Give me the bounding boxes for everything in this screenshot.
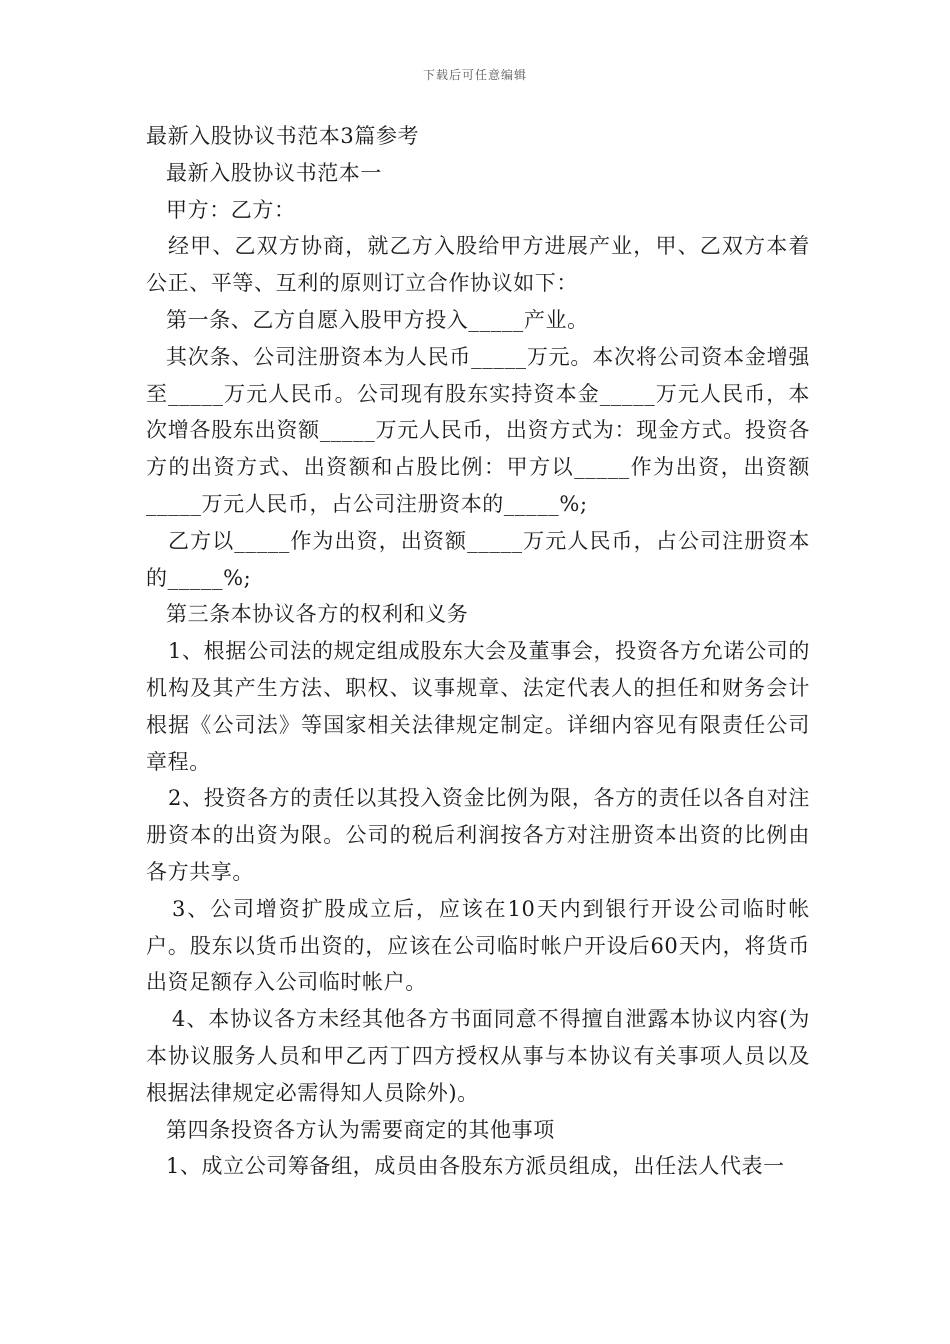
article-two: 其次条、公司注册资本为人民币_____万元。本次将公司资本金增强至_____万元人民币。公司现有股东实持资本金_____万元人民币，本次增各股东出资额_____万元人民币，出资方式为：现金方式。投资各方的出资方式、出资额和占股比例：甲方以_____作为出资，出资额_____万元人民币，占公司注册资本的_____%; <box>146 344 810 516</box>
document-title: 最新入股协议书范本3篇参考 <box>146 124 420 148</box>
paragraph: 经甲、乙双方协商，就乙方入股给甲方进展产业，甲、乙双方本着公正、平等、互利的原则订立合作协议如下： <box>146 234 810 296</box>
section-heading: 最新入股协议书范本一 <box>166 160 382 185</box>
list-item: 2、投资各方的责任以其投入资金比例为限，各方的责任以各自对注册资本的出资为限。公司的税后利润按各方对注册资本出资的比例由各方共享。 <box>146 786 810 884</box>
document-body <box>146 118 810 1185</box>
list-item: 1、成立公司筹备组，成员由各股东方派员组成，出任法人代表一 <box>166 1154 785 1179</box>
list-item: 1、根据公司法的规定组成股东大会及董事会，投资各方允诺公司的机构及其产生方法、职权、议事规章、法定代表人的担任和财务会计根据《公司法》等国家相关法律规定制定。详细内容见有限责任公司章程。 <box>146 639 810 774</box>
paragraph: 乙方以_____作为出资，出资额_____万元人民币，占公司注册资本的_____%; <box>146 528 810 590</box>
article-three-heading: 第三条本协议各方的权利和义务 <box>166 602 469 627</box>
parties-line: 甲方：乙方： <box>166 197 296 222</box>
page-header-note: 下载后可任意编辑 <box>422 68 527 82</box>
list-item: 4、本协议各方未经其他各方书面同意不得擅自泄露本协议内容(为本协议服务人员和甲乙丙丁四方授权从事与本协议有关事项人员以及根据法律规定必需得知人员除外)。 <box>146 1007 810 1105</box>
article-four-heading: 第四条投资各方认为需要商定的其他事项 <box>166 1117 555 1142</box>
article-one: 第一条、乙方自愿入股甲方投入_____产业。 <box>166 307 589 332</box>
list-item: 3、公司增资扩股成立后，应该在10天内到银行开设公司临时帐户。股东以货币出资的，应该在公司临时帐户开设后60天内，将货币出资足额存入公司临时帐户。 <box>146 896 810 995</box>
